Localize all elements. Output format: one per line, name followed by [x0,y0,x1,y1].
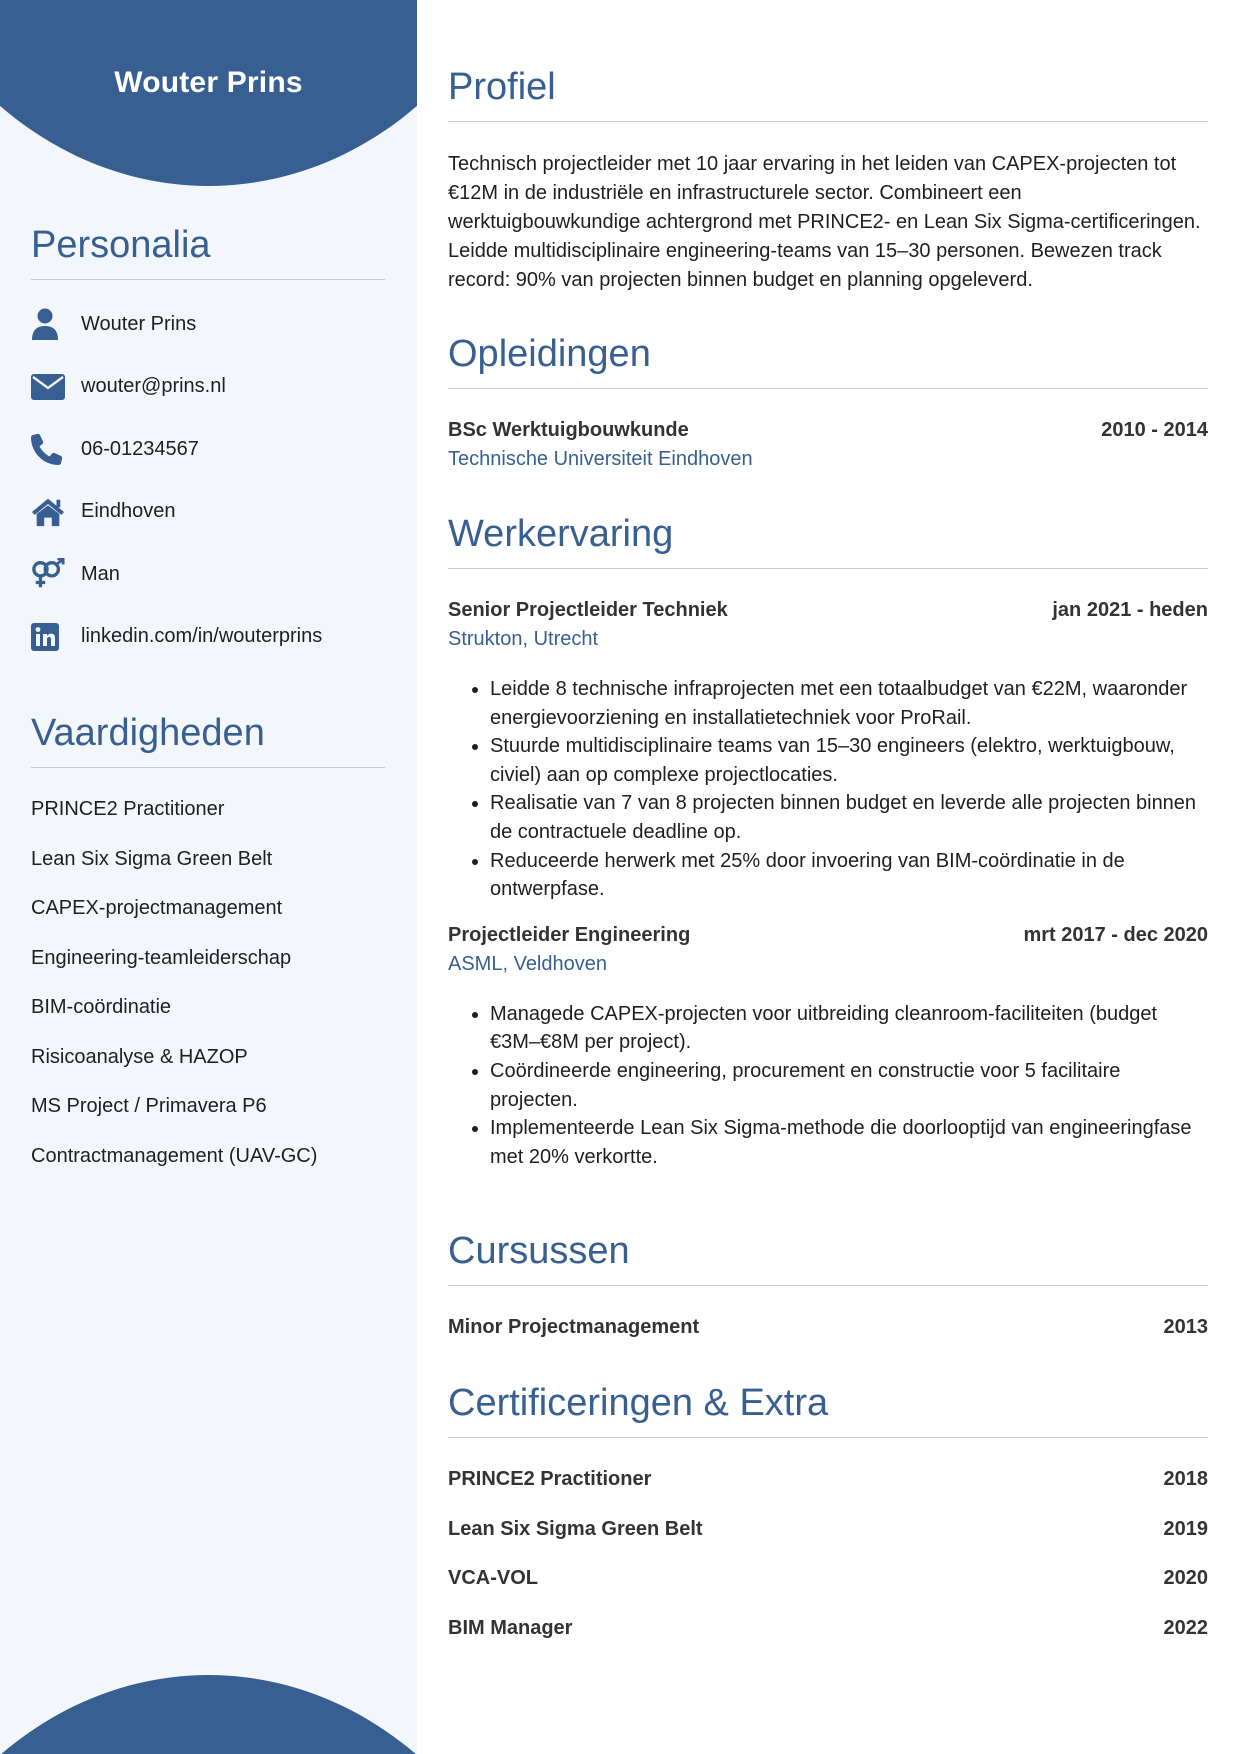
courses-heading: Cursussen [448,1230,1208,1286]
certification-year: 2018 [1163,1468,1208,1490]
skills-list [31,798,385,1169]
certification-entry [448,1567,1208,1591]
job-bullet: • Realisatie van 7 van 8 projecten binnen budget en leverde alle projecten binnen de contractuele deadline op. [490,789,1208,846]
contact-name [31,308,385,340]
job-company: Strukton, Utrecht [448,628,599,650]
personalia-section [31,224,385,683]
certification-entry [448,1468,1208,1492]
certification-title: Lean Six Sigma Green Belt [448,1517,703,1540]
contact-linkedin-text[interactable]: linkedin.com/in/wouterprins [81,625,323,647]
contact-gender-text: Man [81,562,120,585]
courses-section [448,1230,1208,1366]
skills-heading: Vaardigheden [31,712,385,768]
education-heading: Opleidingen [448,333,1208,389]
contact-linkedin[interactable] [31,621,385,653]
linkedin-icon [31,621,65,653]
skills-section [31,712,385,1194]
contact-name-text: Wouter Prins [81,312,197,335]
course-title: Minor Projectmanagement [448,1316,700,1338]
job-bullet: • Managede CAPEX-projecten voor uitbreiding cleanroom-faciliteiten (budget €3M–€8M per project). [490,1000,1208,1057]
envelope-icon [31,371,65,403]
job-company: ASML, Veldhoven [448,952,607,975]
job-dates: mrt 2017 - dec 2020 [1023,923,1208,946]
certification-year: 2020 [1163,1567,1208,1589]
education-dates: 2010 - 2014 [1101,419,1208,441]
personalia-heading: Personalia [31,224,385,280]
skill-item: Engineering-teamleiderschap [31,946,292,969]
education-section [448,333,1208,471]
contact-list [31,308,385,653]
contact-city [31,496,385,528]
gender-icon [31,558,65,590]
job-entry [448,599,1208,904]
contact-phone-text[interactable]: 06-01234567 [81,437,199,460]
sidebar-footer-shape [0,1675,417,1754]
contact-email[interactable] [31,371,385,403]
certification-title: VCA-VOL [448,1567,538,1589]
profile-text: Technisch projectleider met 10 jaar ervaring in het leiden van CAPEX-projecten tot €12M in de industriële en infrastructurele sector. Combineert een werktuigbouwkundige achtergrond met PRINCE2- en Lean Six Sigma-certificeringen. Leidde multidisciplinaire engineering-teams van 15–30 personen. Bewezen track record: 90% van projecten binnen budget en planning opgeleverd. [448,153,1201,291]
certification-title: BIM Manager [448,1616,573,1639]
job-bullet: • Reduceerde herwerk met 25% door invoering van BIM-coördinatie in de ontwerpfase. [490,847,1208,904]
job-bullets [448,675,1208,904]
education-title: BSc Werktuigbouwkunde [448,419,689,441]
contact-phone[interactable] [31,433,385,465]
job-bullet: • Leidde 8 technische infraprojecten met een totaalbudget van €22M, waaronder energievoorziening en installatietechniek voor ProRail. [490,675,1208,732]
experience-heading: Werkervaring [448,513,1208,569]
job-title: Projectleider Engineering [448,923,691,946]
sidebar [0,0,417,1754]
certification-entry [448,1518,1208,1542]
contact-city-text: Eindhoven [81,500,176,522]
job-bullet: • Coördineerde engineering, procurement en constructie voor 5 facilitaire projecten. [490,1057,1208,1114]
profile-section [448,66,1208,295]
skill-item: Contractmanagement (UAV-GC) [31,1144,318,1167]
skill-item: PRINCE2 Practitioner [31,798,225,820]
user-icon [31,308,65,340]
certification-title: PRINCE2 Practitioner [448,1468,652,1490]
education-institution: Technische Universiteit Eindhoven [448,448,753,470]
job-dates: jan 2021 - heden [1052,599,1208,621]
skill-item: BIM-coördinatie [31,996,172,1018]
contact-email-text[interactable]: wouter@prins.nl [81,375,226,397]
education-entry [448,419,1208,471]
phone-icon [31,433,65,465]
certification-year: 2022 [1163,1616,1208,1639]
skill-item: Risicoanalyse & HAZOP [31,1045,248,1068]
skill-item: CAPEX-projectmanagement [31,897,283,919]
course-year: 2013 [1163,1316,1208,1338]
job-bullet: • Implementeerde Lean Six Sigma-methode die doorlooptijd van engineeringfase met 20% verkortte. [490,1114,1208,1171]
experience-section [448,513,1208,1171]
certification-entry [448,1617,1208,1641]
job-entry [448,924,1208,1172]
job-title: Senior Projectleider Techniek [448,599,728,621]
certifications-heading: Certificeringen & Extra [448,1382,1208,1438]
contact-gender [31,558,385,590]
home-icon [31,496,65,528]
certifications-section [448,1382,1208,1666]
certifications-list [448,1468,1208,1641]
job-bullet: • Stuurde multidisciplinaire teams van 15–30 engineers (elektro, werktuigbouw, civiel) aan op complexe projectlocaties. [490,732,1208,789]
skill-item: MS Project / Primavera P6 [31,1095,267,1117]
candidate-name: Wouter Prins [114,66,303,99]
profile-heading: Profiel [448,66,1208,122]
skill-item: Lean Six Sigma Green Belt [31,847,273,870]
job-bullets [448,1000,1208,1172]
certification-year: 2019 [1163,1517,1208,1540]
course-entry [448,1316,1208,1340]
